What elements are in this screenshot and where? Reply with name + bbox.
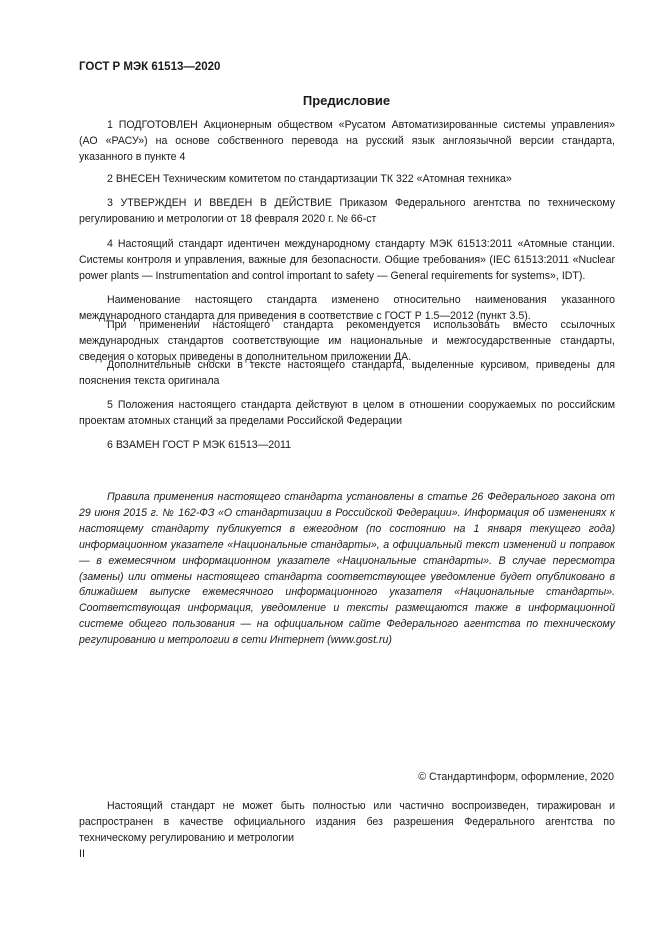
paragraph-3: 3 УТВЕРЖДЕН И ВВЕДЕН В ДЕЙСТВИЕ Приказом Федерального агентства по техническому регулированию и метрологии от 18 февраля 2020 г. № 66-ст [79, 197, 615, 225]
standard-application-notice: Правила применения настоящего стандарта установлены в статье 26 Федерального закона от 29 июня 2015 г. № 162-ФЗ «О стандартизации в Российской Федерации». Информация об изменениях к настоящему стандарту публикуется в ежегодном (по состоянию на 1 января текущего года) информационном указателе «Национальные стандарты», а официальный текст изменений и поправок — в ежемесячном информационном указателе «Национальные стандарты». В случае пересмотра (замены) или отмены настоящего стандарта соответствующее уведомление будет опубликовано в ближайшем выпуске ежемесячного информационного указателя «Национальные стандарты». Соответствующая информация, уведомление и тексты размещаются также в информационной системе общего пользования — на официальном сайте Федерального агентства по техническому регулированию и метрологии в сети Интернет (www.gost.ru) [79, 491, 615, 647]
paragraph-6: 6 ВЗАМЕН ГОСТ Р МЭК 61513—2011 [107, 439, 291, 451]
page-number: II [79, 848, 85, 860]
paragraph-4-name-change: Наименование настоящего стандарта изменено относительно наименования указанного международного стандарта для приведения в соответствие с ГОСТ Р 1.5—2012 (пункт 3.5). [79, 294, 615, 322]
paragraph-2: 2 ВНЕСЕН Техническим комитетом по стандартизации ТК 322 «Атомная техника» [107, 173, 512, 185]
paragraph-4: 4 Настоящий стандарт идентичен международному стандарту МЭК 61513:2011 «Атомные станции. Системы контроля и управления, важные для безопасности. Общие требования» (IEC 61513:2011 «Nuclear power plants — Instrumentation and control important to safety — General requirements for systems», IDT). [79, 238, 615, 282]
paragraph-5: 5 Положения настоящего стандарта действуют в целом в отношении сооружаемых по российским проектам атомных станций за пределами Российской Федерации [79, 399, 615, 427]
copyright: © Стандартинформ, оформление, 2020 [418, 771, 614, 783]
reproduction-notice: Настоящий стандарт не может быть полностью или частично воспроизведен, тиражирован и распространен в качестве официального издания без разрешения Федерального агентства по техническому регулированию и метрологии [79, 800, 615, 844]
page-title: Предисловие [302, 93, 391, 108]
paragraph-4-references: При применении настоящего стандарта рекомендуется использовать вместо ссылочных международных стандартов соответствующие им национальные и межгосударственные стандарты, сведения о которых приведены в дополнительном приложении ДА. [79, 319, 615, 363]
document-header: ГОСТ Р МЭК 61513—2020 [79, 61, 221, 73]
paragraph-4-footnotes: Дополнительные сноски в тексте настоящего стандарта, выделенные курсивом, приведены для пояснения текста оригинала [79, 359, 615, 387]
paragraph-1: 1 ПОДГОТОВЛЕН Акционерным обществом «Русатом Автоматизированные системы управления» (АО «РАСУ») на основе собственного перевода на русский язык англоязычной версии стандарта, указанного в пункте 4 [79, 119, 615, 163]
